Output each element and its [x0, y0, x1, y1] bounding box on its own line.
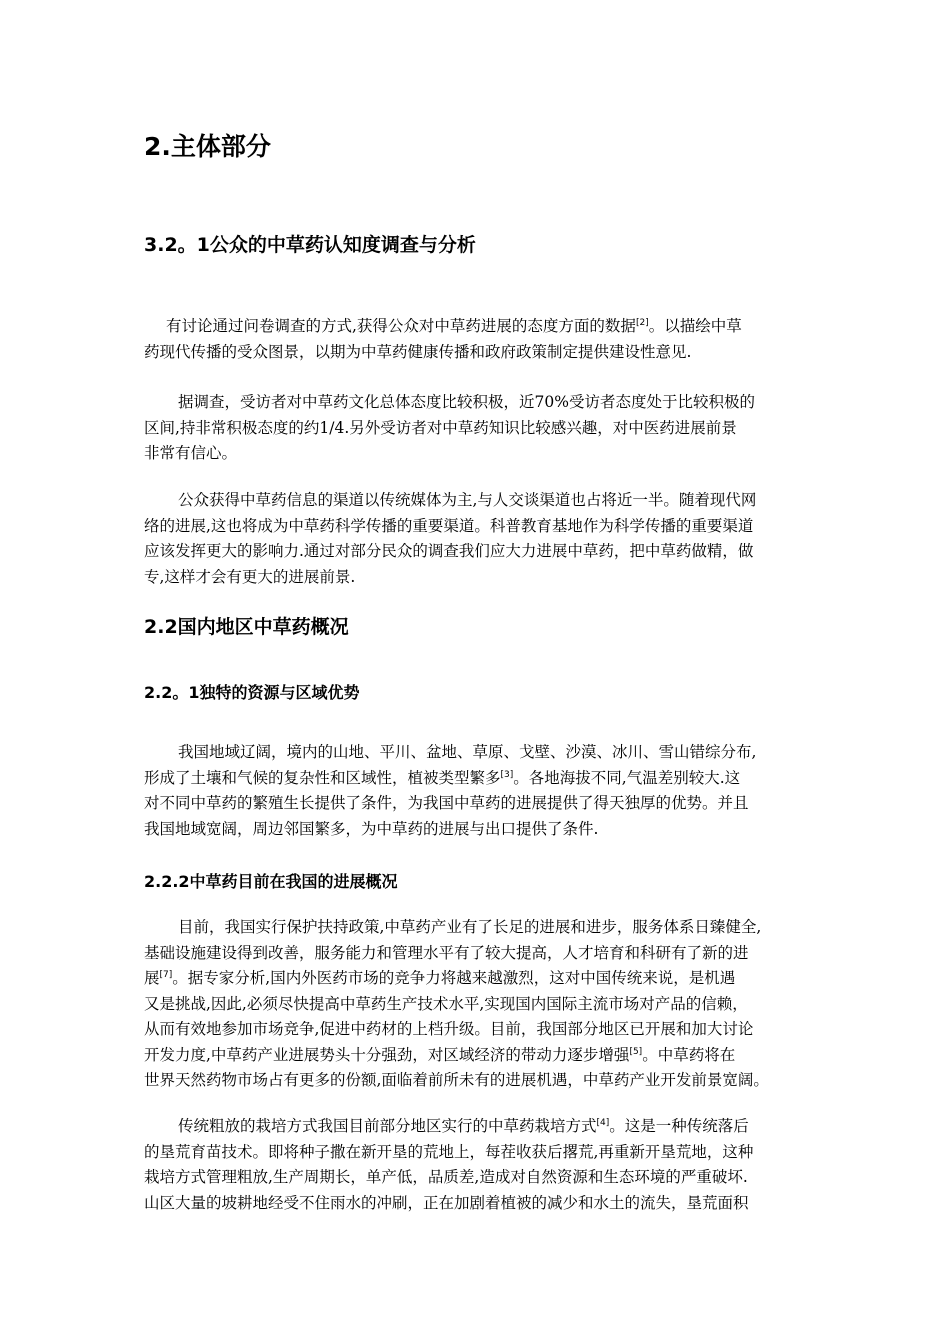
main-heading: 2.主体部分: [144, 132, 271, 161]
text-line: 非常有信心。: [144, 444, 238, 462]
paragraph-info-channels: [144, 488, 816, 590]
text-line: 药现代传播的受众图景，以期为中草药健康传播和政府政策制定提供建设性意见.: [144, 342, 692, 361]
text-line: 形成了土壤和气候的复杂性和区域性，植被类型繁多[3]。各地海拔不同,气温差别较大.这: [144, 768, 741, 787]
citation: [7]: [159, 969, 173, 980]
paragraph-survey-method: [144, 314, 816, 365]
paragraph-resource-advantage: [144, 740, 816, 842]
text-line: 开发力度,中草药产业进展势头十分强劲，对区域经济的带动力逐步增强[5]。中草药将在: [144, 1045, 736, 1064]
text-line: 对不同中草药的繁殖生长提供了条件，为我国中草药的进展提供了得天独厚的优势。并且: [144, 794, 749, 812]
section-heading-2-2-1: 2.2。1独特的资源与区域优势: [144, 683, 360, 702]
text-line: 区间,持非常积极态度的约1/4.另外受访者对中草药知识比较感兴趣，对中医药进展前景: [144, 418, 737, 437]
citation: [5]: [629, 1046, 643, 1057]
paragraph-current-development: [144, 915, 816, 1094]
text-line: 有讨论通过问卷调查的方式,获得公众对中草药进展的态度方面的数据[2]。以描绘中草: [166, 317, 742, 335]
text-line: 络的进展,这也将成为中草药科学传播的重要渠道。科普教育基地作为科学传播的重要渠道: [144, 516, 754, 535]
text-line: 专,这样才会有更大的进展前景.: [144, 567, 356, 586]
citation: [3]: [500, 769, 514, 780]
section-heading-2-2-2: 2.2.2中草药目前在我国的进展概况: [144, 872, 398, 891]
text-line: 我国地域辽阔，境内的山地、平川、盆地、草原、戈壁、沙漠、冰川、雪山错综分布,: [178, 743, 757, 761]
text-line: 栽培方式管理粗放,生产周期长，单产低，品质差,造成对自然资源和生态环境的严重破坏.: [144, 1168, 748, 1186]
text-line: 山区大量的坡耕地经受不住雨水的冲刷，正在加剧着植被的减少和水土的流失，垦荒面积: [144, 1193, 749, 1212]
text-line: 应该发挥更大的影响力.通过对部分民众的调查我们应大力进展中草药，把中草药做精，做: [144, 542, 754, 560]
paragraph-traditional-cultivation: [144, 1114, 816, 1216]
text-line: 我国地域宽阔，周边邻国繁多，为中草药的进展与出口提供了条件.: [144, 819, 599, 838]
text-line: 展[7]。据专家分析,国内外医药市场的竞争力将越来越激烈，这对中国传统来说，是机遇: [144, 969, 736, 987]
text-line: 世界天然药物市场占有更多的份额,面临着前所未有的进展机遇，中草药产业开发前景宽阔。: [144, 1071, 769, 1089]
text-line: 据调查，受访者对中草药文化总体态度比较积极，近70%受访者态度处于比较积极的: [178, 393, 755, 411]
paragraph-survey-results: [144, 390, 816, 467]
text-line: 又是挑战,因此,必须尽快提高中草药生产技术水平,实现国内国际主流市场对产品的信赖，: [144, 994, 748, 1013]
text-line: 的垦荒育苗技术。即将种子撒在新开垦的荒地上，每茬收获后撂荒,再重新开垦荒地，这种: [144, 1142, 754, 1161]
citation: [4]: [596, 1117, 610, 1128]
section-heading-2-2: 2.2国内地区中草药概况: [144, 616, 349, 638]
citation: [2]: [635, 317, 649, 328]
text-line: 目前，我国实行保护扶持政策,中草药产业有了长足的进展和进步，服务体系日臻健全,: [178, 918, 762, 936]
text-line: 公众获得中草药信息的渠道以传统媒体为主,与人交谈渠道也占将近一半。随着现代网: [178, 491, 757, 509]
text-line: 传统粗放的栽培方式我国目前部分地区实行的中草药栽培方式[4]。这是一种传统落后: [178, 1117, 749, 1135]
section-heading-3-2-1: 3.2。1公众的中草药认知度调查与分析: [144, 234, 476, 256]
text-line: 从而有效地参加市场竞争,促进中药材的上档升级。目前，我国部分地区已开展和加大讨论: [144, 1020, 754, 1038]
text-line: 基础设施建设得到改善，服务能力和管理水平有了较大提高，人才培育和科研有了新的进: [144, 943, 749, 962]
